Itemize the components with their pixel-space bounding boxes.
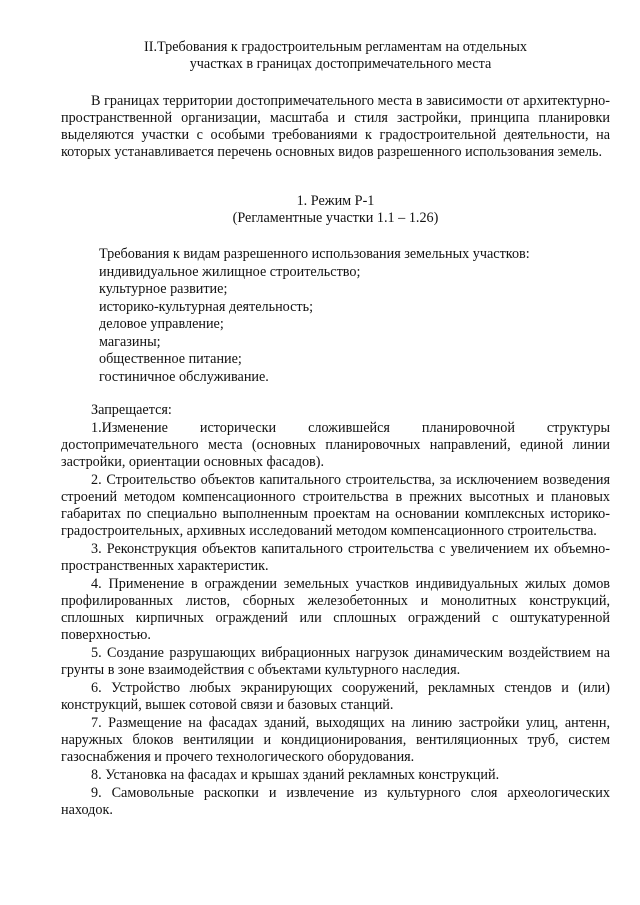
prohibited-item: 4. Применение в ограждении земельных участков индивидуальных жилых домов профилированных листов, сборных железобетонных и монолитных конструкций, сплошных кирпичных ограждений или сплошных ограждений с оштукатуренной поверхностью.: [61, 576, 610, 643]
regime-subtitle: (Регламентные участки 1.1 – 1.26): [232, 210, 439, 226]
list-item: историко-культурная деятельность;: [99, 298, 314, 315]
list-item: культурное развитие;: [99, 281, 228, 297]
regime-heading: [61, 193, 610, 227]
prohibited-item: 3. Реконструкция объектов капитального строительства с увеличением их объемно-пространственных характеристик.: [61, 541, 610, 574]
list-item: магазины;: [99, 333, 161, 350]
list-item: индивидуальное жилищное строительство;: [99, 263, 361, 280]
list-item: общественное питание;: [99, 351, 242, 367]
section-heading-line2: участках в границах достопримечательного места: [189, 56, 492, 72]
permitted-uses-list: [99, 246, 599, 386]
prohibited-item: 5. Создание разрушающих вибрационных нагрузок динамическим воздействием на грунты в зоне взаимодействия с объектами культурного наследия.: [61, 645, 610, 678]
permitted-uses-header: Требования к видам разрешенного использования земельных участков:: [99, 246, 530, 262]
regime-title: 1. Режим Р-1: [296, 193, 375, 209]
prohibited-item: 1.Изменение исторически сложившейся планировочной структуры достопримечательного места (основных планировочных направлений, единой линии застройки, ориентации основных фасадов).: [61, 420, 610, 470]
prohibited-section: [61, 402, 610, 819]
prohibited-item: 6. Устройство любых экранирующих сооружений, рекламных стендов и (или) конструкций, вышек сотовой связи и базовых станций.: [61, 680, 610, 713]
prohibited-header: Запрещается:: [91, 402, 172, 418]
prohibited-item: 9. Самовольные раскопки и извлечение из культурного слоя археологических находок.: [61, 785, 610, 818]
prohibited-item: 8. Установка на фасадах и крышах зданий рекламных конструкций.: [91, 767, 500, 783]
section-heading-line1: II.Требования к градостроительным регламентам на отдельных: [144, 39, 527, 55]
list-item: деловое управление;: [99, 316, 224, 332]
list-item: гостиничное обслуживание.: [99, 368, 269, 385]
intro-paragraph: В границах территории достопримечательного места в зависимости от архитектурно-пространственной организации, масштаба и стиля застройки, принципа планировки выделяются участки с особыми требованиями к градостроительной деятельности, на которых устанавливается перечень основных видов разрешенного использования земель.: [61, 93, 610, 160]
prohibited-item: 2. Строительство объектов капитального строительства, за исключением возведения строений методом компенсационного строительства в прежних высотных и плановых габаритах по специально выполненным проектам на основании комплексных историко-градостроительных, архивных исследований методом компенсационного строительства.: [61, 472, 610, 539]
section-heading: [61, 39, 610, 73]
prohibited-item: 7. Размещение на фасадах зданий, выходящих на линию застройки улиц, антенн, наружных блоков вентиляции и кондиционирования, вентиляционных труб, систем газоснабжения и прочего технологического оборудования.: [61, 715, 610, 765]
